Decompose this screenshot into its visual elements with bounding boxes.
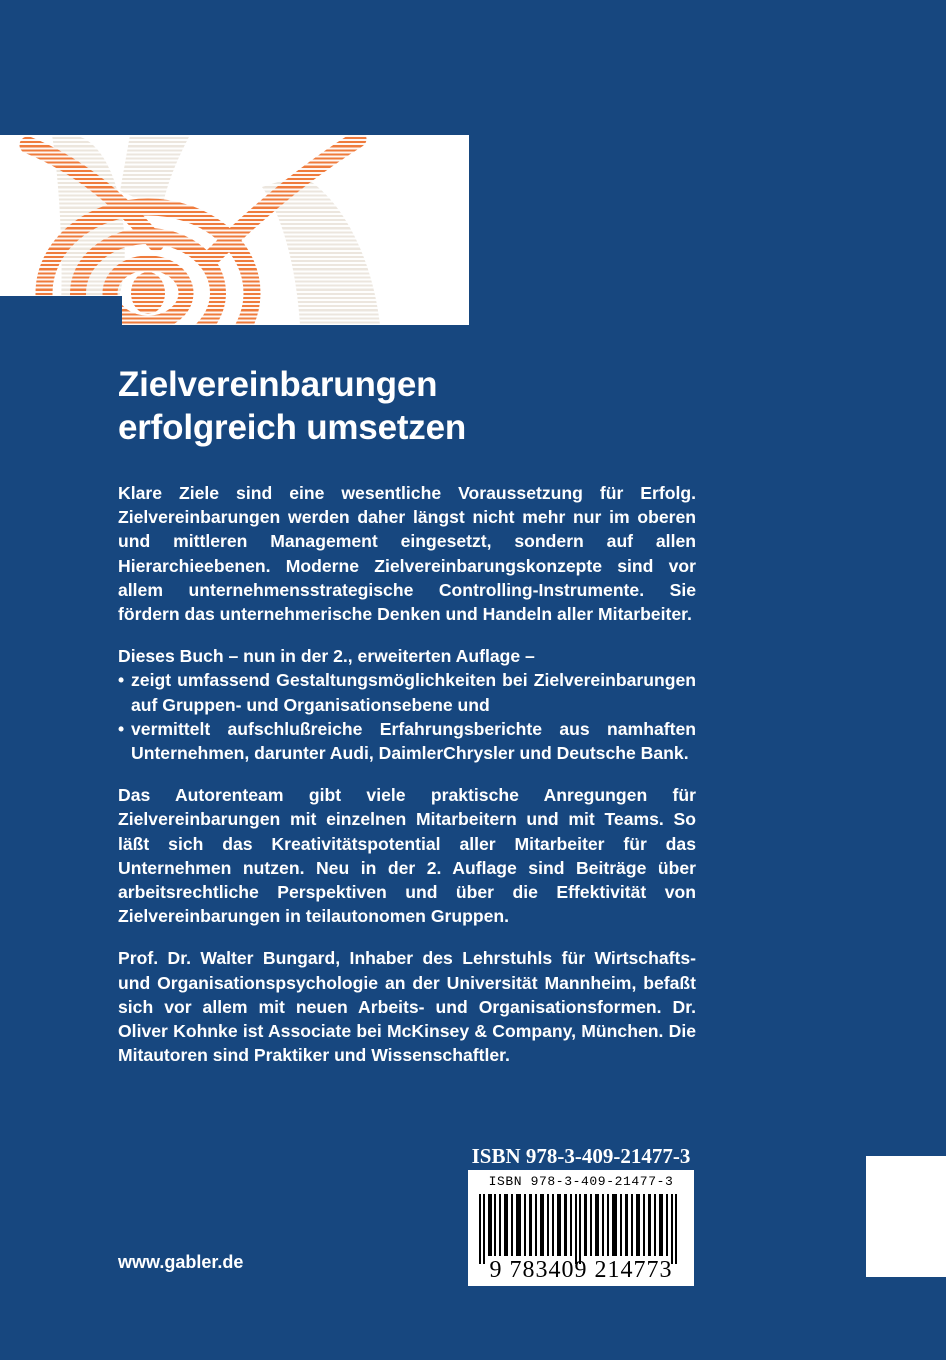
logo-artwork-upper <box>0 135 469 296</box>
blurb-lead-in: Dieses Buch – nun in der 2., erweiterten Auflage – <box>118 646 535 667</box>
isbn-heading: ISBN 978-3-409-21477-3 <box>471 1144 691 1168</box>
blurb-paragraph-1: Klare Ziele sind eine wesentliche Voraussetzung für Erfolg. Zielvereinbarungen werden daher längst nicht mehr nur im oberen und mittleren Management eingesetzt, sondern auf allen Hierarchieebenen. Moderne Zielvereinbarungskonzepte sind vor allem unternehmensstrategische Controlling-Instrumente. Sie fördern das unternehmerische Denken und Handeln aller Mitarbeiter. <box>118 483 696 625</box>
blurb-paragraph-2: Das Autorenteam gibt viele praktische Anregungen für Zielvereinbarungen mit einzelnen Mitarbeitern und mit Teams. So läßt sich das Kreativitätspotential aller Mitarbeiter für das Unternehmen nutzen. Neu in der 2. Auflage sind Beiträge über arbeitsrechtliche Perspektiven und über die Effektivität von Zielvereinbarungen in teilautonomen Gruppen. <box>118 785 696 927</box>
barcode <box>468 1170 694 1286</box>
title-line-1: Zielvereinbarungen <box>118 365 438 404</box>
isbn-block <box>468 1145 694 1286</box>
barcode-digits: 9 783409 214773 <box>489 1257 673 1283</box>
publisher-website[interactable]: www.gabler.de <box>118 1252 244 1272</box>
list-item: • vermittelt aufschlußreiche Erfahrungsberichte aus namhaften Unternehmen, darunter Audi, DaimlerChrysler und Deutsche Bank. <box>118 717 696 765</box>
barcode-bars <box>479 1194 683 1264</box>
blurb-text <box>118 481 696 1067</box>
list-item: • zeigt umfassend Gestaltungsmöglichkeiten bei Zielvereinbarungen auf Gruppen- und Organisationsebene und <box>118 668 696 716</box>
title-line-2: erfolgreich umsetzen <box>118 408 467 447</box>
publisher-logo <box>0 135 469 325</box>
page-title <box>118 363 718 449</box>
logo-artwork-lower <box>122 296 469 325</box>
logo-panel-upper <box>0 135 469 296</box>
barcode-label: ISBN 978-3-409-21477-3 <box>488 1174 674 1189</box>
blurb-bullet-list <box>118 668 696 765</box>
author-bio: Prof. Dr. Walter Bungard, Inhaber des Lehrstuhls für Wirtschafts- und Organisationspsychologie an der Universität Mannheim, befaßt sich vor allem mit neuen Arbeits- und Organisationsformen. Dr. Oliver Kohnke ist Associate bei McKinsey & Company, München. Die Mitautoren sind Praktiker und Wissenschaftler. <box>118 948 696 1066</box>
white-corner-block <box>866 1156 946 1277</box>
logo-panel-lower <box>122 296 469 325</box>
